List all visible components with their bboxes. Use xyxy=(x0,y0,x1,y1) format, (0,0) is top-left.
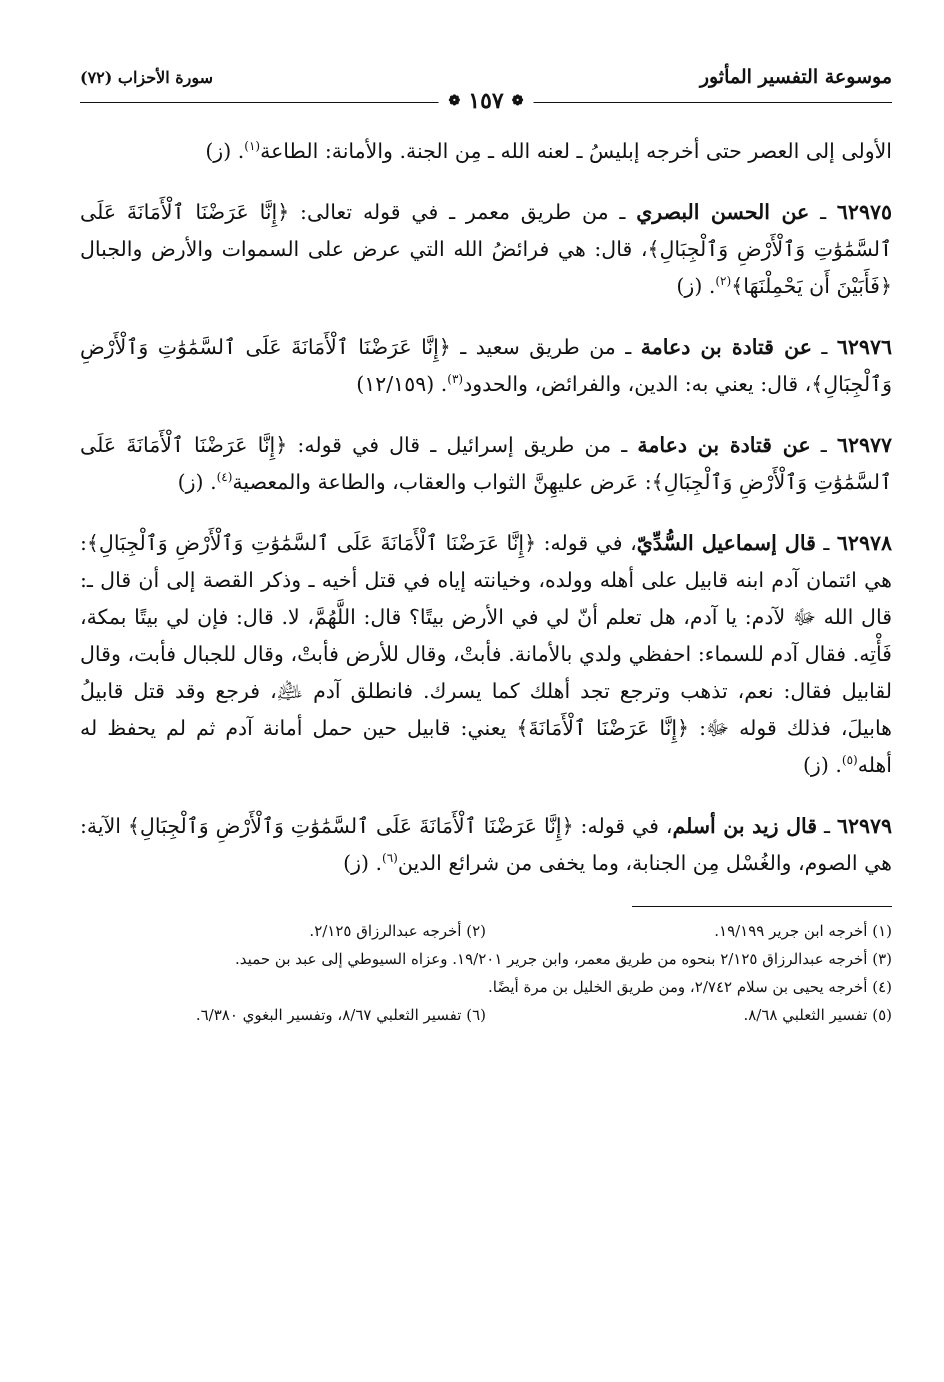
source-code: . (ز) xyxy=(177,470,217,494)
book-page xyxy=(80,60,892,1330)
narrator-name: عن الحسن البصري xyxy=(636,200,810,224)
footnote-row xyxy=(80,973,892,1001)
footnote-5: (٥) تفسير الثعلبي ٨/٦٨. xyxy=(743,1006,892,1024)
page-number: ١٥٧ xyxy=(468,88,504,114)
entry-text: ـ من طريق إسرائيل ـ قال في قوله: ﴿إِنَّا عَرَضْنَا ٱلْأَمَانَةَ عَلَى ٱلسَّمَٰوَٰتِ وَٱلْأَرْضِ وَٱلْجِبَالِ﴾: عَرض عليهِنَّ الثواب والعقاب، والطاعة والمعصية xyxy=(80,433,892,494)
main-text xyxy=(80,133,892,882)
footnote-3: (٣) أخرجه عبدالرزاق ٢/١٢٥ بنحوه من طريق معمر، وابن جرير ١٩/٢٠١. وعزاه السيوطي إلى عبد بن حميد. xyxy=(235,950,892,968)
ornament-icon: ❁ xyxy=(511,93,524,109)
footnote-6: (٦) تفسير الثعلبي ٨/٦٧، وتفسير البغوي ٦/٣٨٠. xyxy=(195,1006,486,1024)
hadith-entry: ٦٢٩٧٩ ـ قال زيد بن أسلم، في قوله: ﴿إِنَّا عَرَضْنَا ٱلْأَمَانَةَ عَلَى ٱلسَّمَٰوَٰتِ وَٱلْأَرْضِ وَٱلْجِبَالِ﴾ الآية: هي الصوم، والغُسْل مِن الجنابة، وما يخفى من شرائع الدين$^{(٦)}$. (ز) xyxy=(80,814,892,875)
narrator-name: عن قتادة بن دعامة xyxy=(637,433,811,457)
source-code: . (١٢/١٥٩) xyxy=(356,372,448,396)
footnote-row xyxy=(80,1001,892,1029)
footnote-ref: (٤) xyxy=(216,470,233,485)
footnote-ref: (٣) xyxy=(447,372,464,387)
entry-number: ٦٢٩٧٦ xyxy=(836,335,892,359)
entry-text: ، في قوله: ﴿إِنَّا عَرَضْنَا ٱلْأَمَانَةَ عَلَى ٱلسَّمَٰوَٰتِ وَٱلْأَرْضِ وَٱلْجِبَالِ﴾: هي ائتمان آدم ابنه قابيل على أهله وولده، وخيانته إياه في قتل أخيه ـ وذكر القصة إلى أن قال ـ: قال الله ﷻ لآدم: يا آدم، هل تعلم أنّ لي في الأرض بيتًا؟ قال: اللَّهُمَّ، لا. قال: فإن لي بيتًا بمكة، فَأْتِه. فقال آدم للسماء: احفظي ولدي بالأمانة. فأبتْ، وقال للأرض فأبتْ، وقال للجبال فأبت، وقال لقابيل فقال: نعم، تذهب وترجع تجد أهلك كما يسرك. فانطلق آدم ﵇، فرجع وقد قتل قابيلُ هابيلَ، فذلك قوله ﷻ: ﴿إِنَّا عَرَضْنَا ٱلْأَمَانَةَ﴾ يعني: قابيل حين حمل أمانة آدم ثم لم يحفظ له أهله xyxy=(80,531,892,777)
hadith-entry: ٦٢٩٧٥ ـ عن الحسن البصري ـ من طريق معمر ـ في قوله تعالى: ﴿إِنَّا عَرَضْنَا ٱلْأَمَانَةَ عَلَى ٱلسَّمَٰوَٰتِ وَٱلْأَرْضِ وَٱلْجِبَالِ﴾، قال: هي فرائضُ الله التي عرض على السموات والأرض والجبال ﴿فَأَبَيْنَ أَن يَحْمِلْنَهَا﴾$^{(٢)}$. (ز) xyxy=(80,200,892,298)
source-code: . (ز) xyxy=(343,851,383,875)
footnote-ref: (٢) xyxy=(715,274,732,289)
footnote-ref: (٥) xyxy=(841,753,858,768)
surah-label: سورة الأحزاب (٧٢) xyxy=(80,68,214,87)
page-header xyxy=(80,60,892,114)
footnote-row xyxy=(80,917,892,945)
footnote-1: (١) أخرجه ابن جرير ١٩/١٩٩. xyxy=(714,922,892,940)
entry-text: ـ من طريق معمر ـ في قوله تعالى: ﴿إِنَّا عَرَضْنَا ٱلْأَمَانَةَ عَلَى ٱلسَّمَٰوَٰتِ وَٱلْأَرْضِ وَٱلْجِبَالِ﴾، قال: هي فرائضُ الله التي عرض على السموات والأرض والجبال ﴿فَأَبَيْنَ أَن يَحْمِلْنَهَا﴾ xyxy=(80,200,892,298)
intro-paragraph xyxy=(80,133,892,170)
footnote-ref: (١) xyxy=(244,139,261,154)
book-title: موسوعة التفسير المأثور xyxy=(699,66,892,88)
footnote-row xyxy=(80,945,892,973)
narrator-name: قال إسماعيل السُّدِّيّ xyxy=(636,531,816,555)
footnotes xyxy=(80,917,892,1029)
ornament-icon: ❁ xyxy=(448,93,461,109)
page-number-block xyxy=(439,88,534,114)
narrator-name: قال زيد بن أسلم xyxy=(672,814,818,838)
entry-number: ٦٢٩٧٨ xyxy=(836,531,892,555)
entry-number: ٦٢٩٧٧ xyxy=(836,433,892,457)
hadith-entry: ٦٢٩٧٦ ـ عن قتادة بن دعامة ـ من طريق سعيد ـ ﴿إِنَّا عَرَضْنَا ٱلْأَمَانَةَ عَلَى ٱلسَّمَٰوَٰتِ وَٱلْأَرْضِ وَٱلْجِبَالِ﴾، قال: يعني به: الدين، والفرائض، والحدود$^{(٣)}$. (١٢/١٥٩) xyxy=(80,335,892,396)
narrator-name: عن قتادة بن دعامة xyxy=(640,335,812,359)
source-code: . (ز) xyxy=(802,753,842,777)
footnote-4: (٤) أخرجه يحيى بن سلام ٢/٧٤٢، ومن طريق الخليل بن مرة أيضًا. xyxy=(488,978,892,996)
intro-text: الأولى إلى العصر حتى أخرجه إبليسُ ـ لعنه الله ـ مِن الجنة. والأمانة: الطاعة xyxy=(260,139,892,163)
source-code: . (ز) xyxy=(676,274,716,298)
footnote-separator xyxy=(632,906,892,907)
entry-number: ٦٢٩٧٥ xyxy=(836,200,892,224)
entry-number: ٦٢٩٧٩ xyxy=(836,814,892,838)
entry-text: ـ من طريق سعيد ـ ﴿إِنَّا عَرَضْنَا ٱلْأَمَانَةَ عَلَى ٱلسَّمَٰوَٰتِ وَٱلْأَرْضِ وَٱلْجِبَالِ﴾، قال: يعني به: الدين، والفرائض، والحدود xyxy=(80,335,892,396)
footnote-2: (٢) أخرجه عبدالرزاق ٢/١٢٥. xyxy=(309,922,486,940)
entry-text: ، في قوله: ﴿إِنَّا عَرَضْنَا ٱلْأَمَانَةَ عَلَى ٱلسَّمَٰوَٰتِ وَٱلْأَرْضِ وَٱلْجِبَالِ﴾ الآية: هي الصوم، والغُسْل مِن الجنابة، وما يخفى من شرائع الدين xyxy=(80,814,892,875)
hadith-entry: ٦٢٩٧٧ ـ عن قتادة بن دعامة ـ من طريق إسرائيل ـ قال في قوله: ﴿إِنَّا عَرَضْنَا ٱلْأَمَانَةَ عَلَى ٱلسَّمَٰوَٰتِ وَٱلْأَرْضِ وَٱلْجِبَالِ﴾: عَرض عليهِنَّ الثواب والعقاب، والطاعة والمعصية$^{(٤)}$. (ز) xyxy=(80,433,892,494)
footnote-ref: (٦) xyxy=(382,851,398,866)
hadith-entry: ٦٢٩٧٨ ـ قال إسماعيل السُّدِّيّ، في قوله: ﴿إِنَّا عَرَضْنَا ٱلْأَمَانَةَ عَلَى ٱلسَّمَٰوَٰتِ وَٱلْأَرْضِ وَٱلْجِبَالِ﴾: هي ائتمان آدم ابنه قابيل على أهله وولده، وخيانته إياه في قتل أخيه ـ وذكر القصة إلى أن قال ـ: قال الله ﷻ لآدم: يا آدم، هل تعلم أنّ لي في الأرض بيتًا؟ قال: اللَّهُمَّ، لا. قال: فإن لي بيتًا بمكة، فَأْتِه. فقال آدم للسماء: احفظي ولدي بالأمانة. فأبتْ، وقال للأرض فأبتْ، وقال للجبال فأبت، وقال لقابيل فقال: نعم، تذهب وترجع تجد أهلك كما يسرك. فانطلق آدم ﵇، فرجع وقد قتل قابيلُ هابيلَ، فذلك قوله ﷻ: ﴿إِنَّا عَرَضْنَا ٱلْأَمَانَةَ﴾ يعني: قابيل حين حمل أمانة آدم ثم لم يحفظ له أهله$^{(٥)}$. (ز) xyxy=(80,531,892,777)
source-code: . (ز) xyxy=(205,139,245,163)
